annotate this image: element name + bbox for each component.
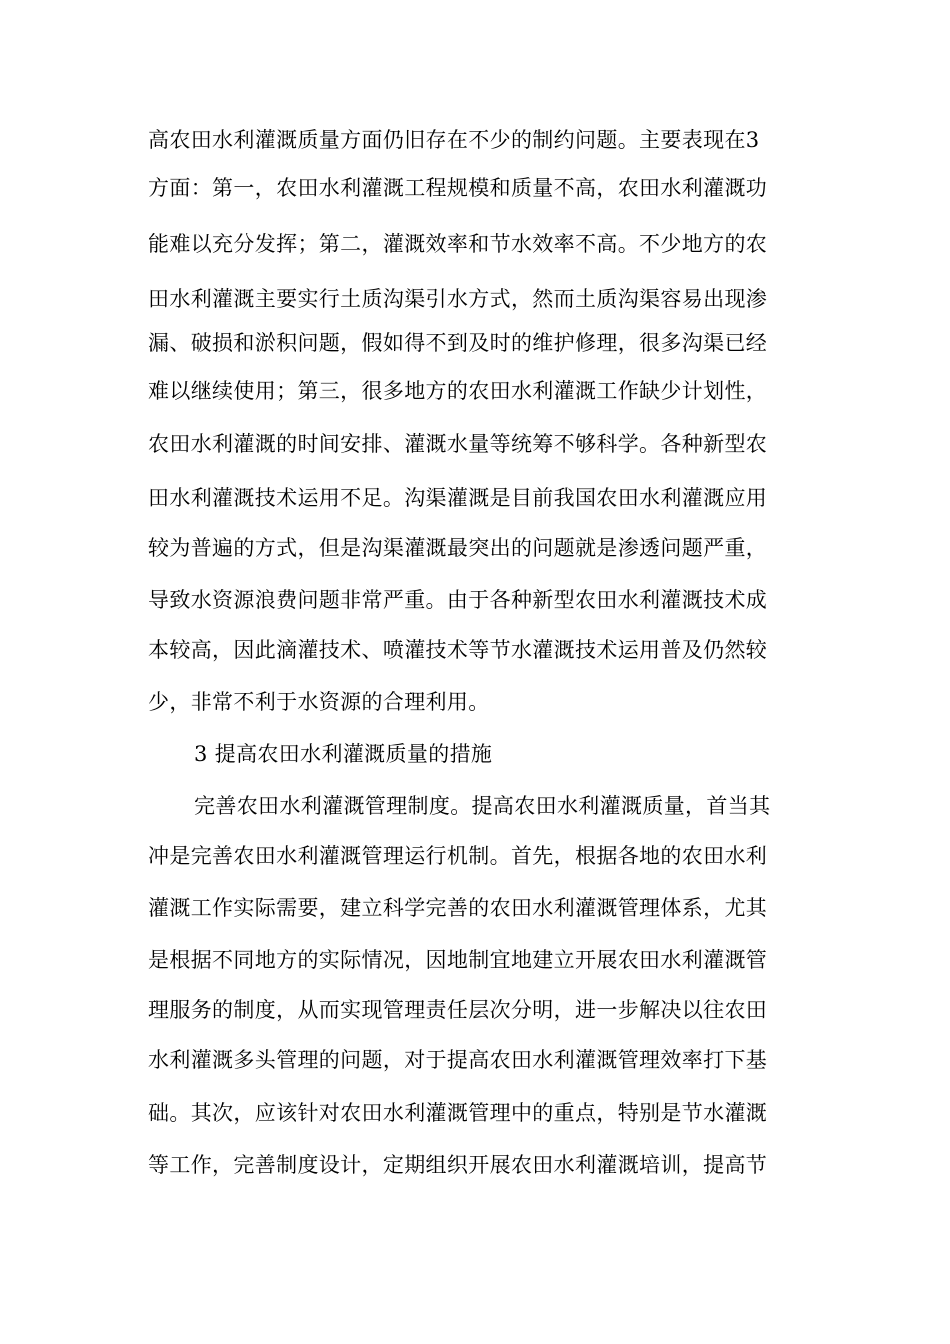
body-text-line: 能难以充分发挥；第二，灌溉效率和节水效率不高。不少地方的农 [148,232,768,256]
body-text-line: 本较高，因此滴灌技术、喷灌技术等节水灌溉技术运用普及仍然较 [148,638,768,662]
body-text-line: 方面：第一，农田水利灌溉工程规模和质量不高，农田水利灌溉功 [148,176,768,200]
body-text-line: 完善农田水利灌溉管理制度。提高农田水利灌溉质量，首当其 [194,794,771,818]
body-text-line: 导致水资源浪费问题非常严重。由于各种新型农田水利灌溉技术成 [148,588,768,612]
section-heading: 3 提高农田水利灌溉质量的措施 [194,742,493,766]
body-text-line: 田水利灌溉技术运用不足。沟渠灌溉是目前我国农田水利灌溉应用 [148,486,768,510]
body-text-line: 等工作，完善制度设计，定期组织开展农田水利灌溉培训，提高节 [148,1153,768,1177]
body-text-line: 水利灌溉多头管理的问题，对于提高农田水利灌溉管理效率打下基 [148,1048,768,1072]
body-text-line: 冲是完善农田水利灌溉管理运行机制。首先，根据各地的农田水利 [148,844,768,868]
body-text-line: 高农田水利灌溉质量方面仍旧存在不少的制约问题。主要表现在3 [148,128,760,152]
body-text-line: 少，非常不利于水资源的合理利用。 [148,690,490,714]
body-text-line: 理服务的制度，从而实现管理责任层次分明，进一步解决以往农田 [148,998,768,1022]
body-text-line: 础。其次，应该针对农田水利灌溉管理中的重点，特别是节水灌溉 [148,1101,768,1125]
body-text-line: 农田水利灌溉的时间安排、灌溉水量等统筹不够科学。各种新型农 [148,432,768,456]
body-text-line: 是根据不同地方的实际情况，因地制宜地建立开展农田水利灌溉管 [148,948,768,972]
body-text-line: 难以继续使用；第三，很多地方的农田水利灌溉工作缺少计划性， [148,379,768,403]
body-text-line: 田水利灌溉主要实行土质沟渠引水方式，然而土质沟渠容易出现渗 [148,287,768,311]
body-text-line: 较为普遍的方式，但是沟渠灌溉最突出的问题就是渗透问题严重， [148,536,768,560]
body-text-line: 灌溉工作实际需要，建立科学完善的农田水利灌溉管理体系，尤其 [148,896,768,920]
body-text-line: 漏、破损和淤积问题，假如得不到及时的维护修理，很多沟渠已经 [148,331,768,355]
